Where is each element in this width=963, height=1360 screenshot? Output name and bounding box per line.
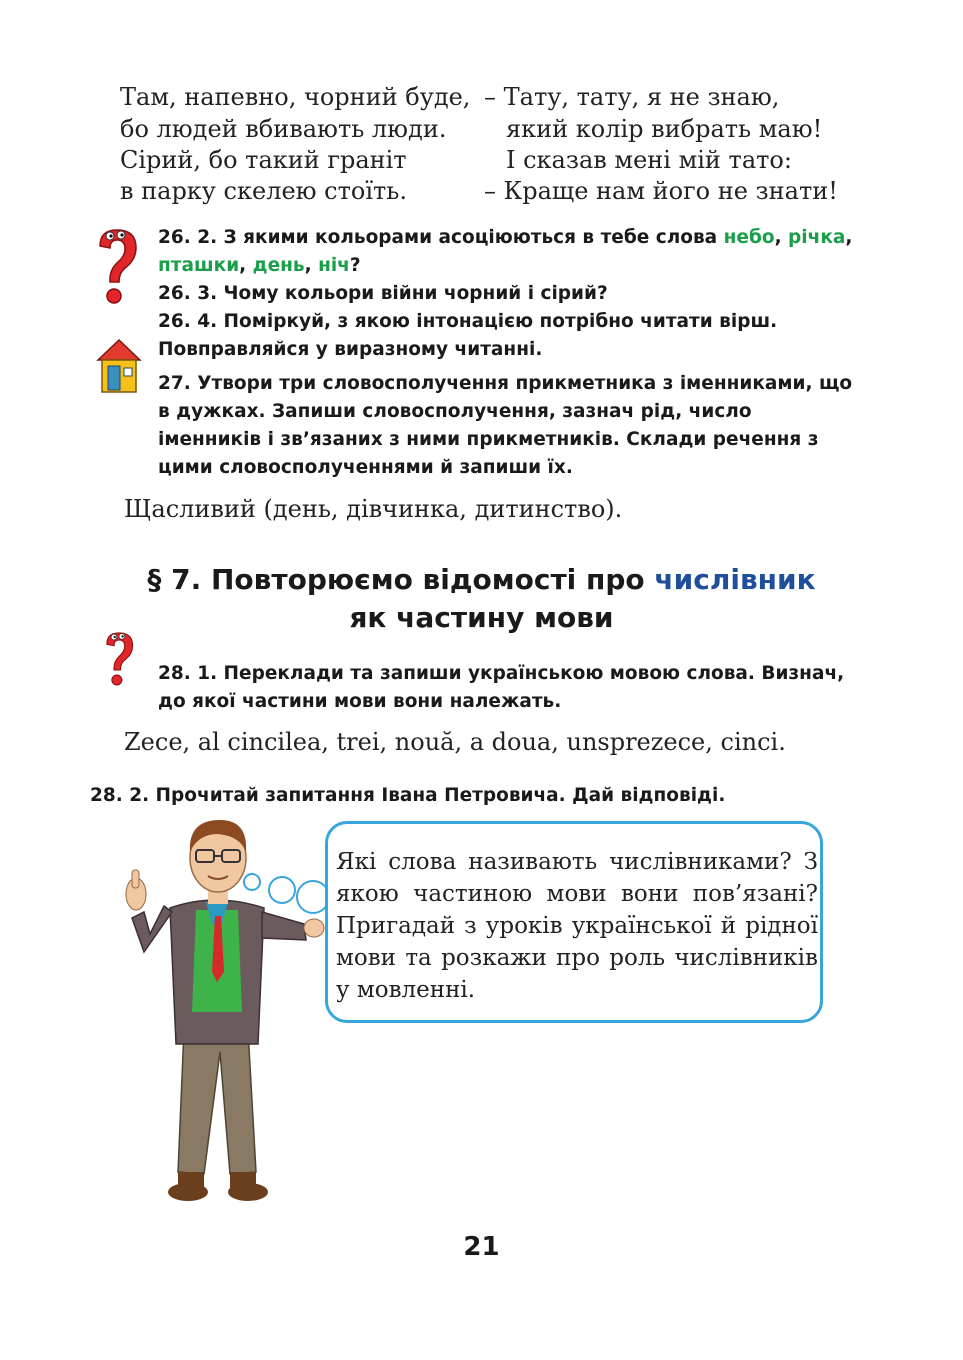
word-birds: пташки — [158, 255, 240, 276]
poem-left-line-2: бо людей вбивають люди. — [120, 115, 447, 143]
task-28-1: 28. 1. Переклади та запиши українською мовою слова. Визнач, до якої частини мови вони належать. — [158, 663, 845, 712]
section-title-highlight: числівник — [654, 563, 816, 596]
section-title-prefix: § 7. Повторюємо відомості про — [147, 563, 655, 596]
poem-right-line-4: – Краще нам його не знати! — [484, 177, 838, 205]
words-28-1: Zece, al cincilea, trei, nouă, a doua, unsprezece, cinci. — [124, 728, 786, 756]
house-icon — [96, 338, 142, 394]
poem-right-line-1: – Тату, тату, я не знаю, — [484, 83, 780, 111]
question-mark-icon — [92, 226, 142, 310]
word-night: ніч — [318, 255, 350, 276]
question-mark-icon — [96, 630, 142, 690]
teacher-illustration — [118, 812, 333, 1212]
poem-right-line-3: І сказав мені мій тато: — [506, 146, 792, 174]
separator: , — [304, 255, 319, 276]
section-title-line-2: як частину мови — [349, 601, 614, 634]
word-river: річка — [788, 227, 846, 248]
word-sky: небо — [723, 227, 775, 248]
example-27: Щасливий (день, дівчинка, дитинство). — [124, 495, 623, 523]
task-28-2: 28. 2. Прочитай запитання Івана Петровича. Дай відповіді. — [90, 785, 726, 806]
separator: , — [774, 227, 789, 248]
poem-right-line-2: який колір вибрать маю! — [506, 115, 823, 143]
page-number: 21 — [463, 1232, 500, 1262]
thought-dot — [268, 876, 296, 904]
separator: , — [845, 227, 853, 248]
thought-dot — [243, 873, 261, 891]
poem-left-line-3: Сірий, бо такий граніт — [120, 146, 407, 174]
task-27: 27. Утвори три словосполучення прикметника з іменниками, що в дужках. Запиши словосполучення, зазнач рід, число іменників і зв’язаних з ними прикметників. Склади речення з цими словосполученнями й запиши їх. — [158, 373, 853, 478]
poem-left-line-1: Там, напевно, чорний буде, — [120, 83, 471, 111]
poem-left-line-4: в парку скелею стоїть. — [120, 177, 407, 205]
task-26-2-text: 26. 2. З якими кольорами асоціюються в тебе слова — [158, 227, 724, 248]
task-26-3: 26. 3. Чому кольори війни чорний і сірий? — [158, 283, 608, 304]
task-26-4: 26. 4. Поміркуй, з якою інтонацією потрібно читати вірш. Повправляйся у виразному читанні. — [158, 311, 778, 360]
separator: , — [239, 255, 253, 276]
task-26-2 — [158, 224, 858, 280]
speech-bubble — [325, 821, 823, 1023]
bubble-text: Які слова називають числівниками? З якою частиною мови вони пов’язані? Пригадай з уроків української й рідної мови та розкажи про роль числівників у мовленні. — [336, 849, 818, 1003]
section-title — [0, 562, 963, 598]
word-day: день — [252, 255, 305, 276]
question-end: ? — [349, 255, 361, 276]
